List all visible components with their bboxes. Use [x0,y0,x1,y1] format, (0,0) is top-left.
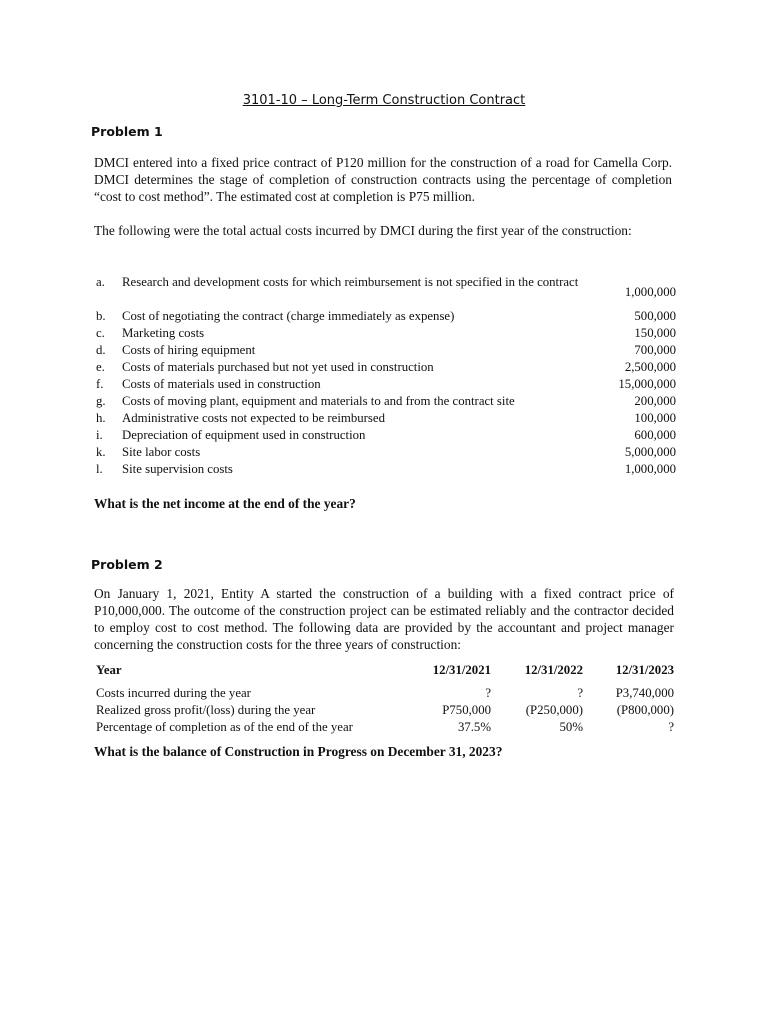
cost-item-letter: a. [96,275,105,289]
cost-item-amount: 100,000 [634,411,676,425]
cost-item-description: Marketing costs [122,326,205,340]
cost-item-description: Depreciation of equipment used in construction [122,428,366,442]
cost-item-description: Costs of materials purchased but not yet used in construction [122,360,434,374]
table-cell: 50% [559,720,583,734]
problem-1-paragraph-2: The following were the total actual costs incurred by DMCI during the first year of the construction: [94,223,632,238]
table-cell: 37.5% [457,720,491,734]
table-header: Year [96,663,122,677]
cost-item-amount: 15,000,000 [618,377,676,391]
cost-item-letter: l. [96,462,103,476]
cost-item-amount: 700,000 [634,343,676,357]
cost-item-amount: 500,000 [634,309,676,323]
problem-2-question: What is the balance of Construction in Progress on December 31, 2023? [94,744,503,759]
table-cell: Percentage of completion as of the end of the year [96,720,353,734]
cost-item-amount: 5,000,000 [624,445,676,459]
table-cell: Costs incurred during the year [96,686,251,700]
table-cell: Realized gross profit/(loss) during the year [96,703,316,717]
cost-item-description: Administrative costs not expected to be reimbursed [122,411,385,425]
cost-item-description: Site labor costs [122,445,201,459]
cost-item-letter: b. [96,309,106,323]
problem-1-heading: Problem 1 [91,124,163,139]
cost-item-amount: 200,000 [634,394,676,408]
document-title: 3101-10 – Long-Term Construction Contract [242,93,526,108]
cost-item-letter: h. [96,411,106,425]
cost-item-description: Site supervision costs [122,462,233,476]
cost-item-letter: e. [96,360,105,374]
problem-1-question: What is the net income at the end of the year? [94,496,356,511]
cost-item-letter: f. [96,377,104,391]
cost-item-amount: 150,000 [634,326,676,340]
cost-item-description: Costs of hiring equipment [122,343,256,357]
cost-item-description: Research and development costs for which reimbursement is not specified in the contract [122,275,579,289]
cost-item-description: Costs of materials used in construction [122,377,321,391]
cost-item-amount: 1,000,000 [624,462,676,476]
cost-item-letter: g. [96,394,106,408]
table-cell: ? [668,720,674,734]
table-cell: ? [577,686,583,700]
problem-1-paragraph-1: DMCI entered into a fixed price contract of P120 million for the construction of a road for Camella Corp. DMCI determines the stage of completion of construction contracts using the percentage of completion “cost to cost method”. The estimated cost at completion is P75 million. [94,155,672,204]
problem-2-paragraph: On January 1, 2021, Entity A started the construction of a building with a fixed contract price of P10,000,000. The outcome of the construction project can be estimated reliably and the contractor decided to employ cost to cost method. The following data are provided by the accountant and project manager concerning the construction costs for the three years of construction: [94,586,674,652]
table-cell: P750,000 [442,703,491,717]
cost-item-letter: d. [96,343,106,357]
table-header: 12/31/2023 [615,663,674,677]
cost-item-letter: i. [96,428,103,442]
table-cell: P3,740,000 [615,686,674,700]
cost-item-description: Cost of negotiating the contract (charge immediately as expense) [122,309,455,323]
table-header: 12/31/2022 [524,663,583,677]
table-cell: ? [485,686,491,700]
cost-item-letter: c. [96,326,105,340]
cost-item-amount: 1,000,000 [624,285,676,299]
table-cell: (P250,000) [525,703,583,717]
cost-item-description: Costs of moving plant, equipment and materials to and from the contract site [122,394,515,408]
cost-item-letter: k. [96,445,106,459]
cost-item-amount: 2,500,000 [624,360,676,374]
cost-item [96,274,676,308]
table-header: 12/31/2021 [432,663,491,677]
problem-2-heading: Problem 2 [91,557,163,572]
table-cell: (P800,000) [616,703,674,717]
cost-item-amount: 600,000 [634,428,676,442]
